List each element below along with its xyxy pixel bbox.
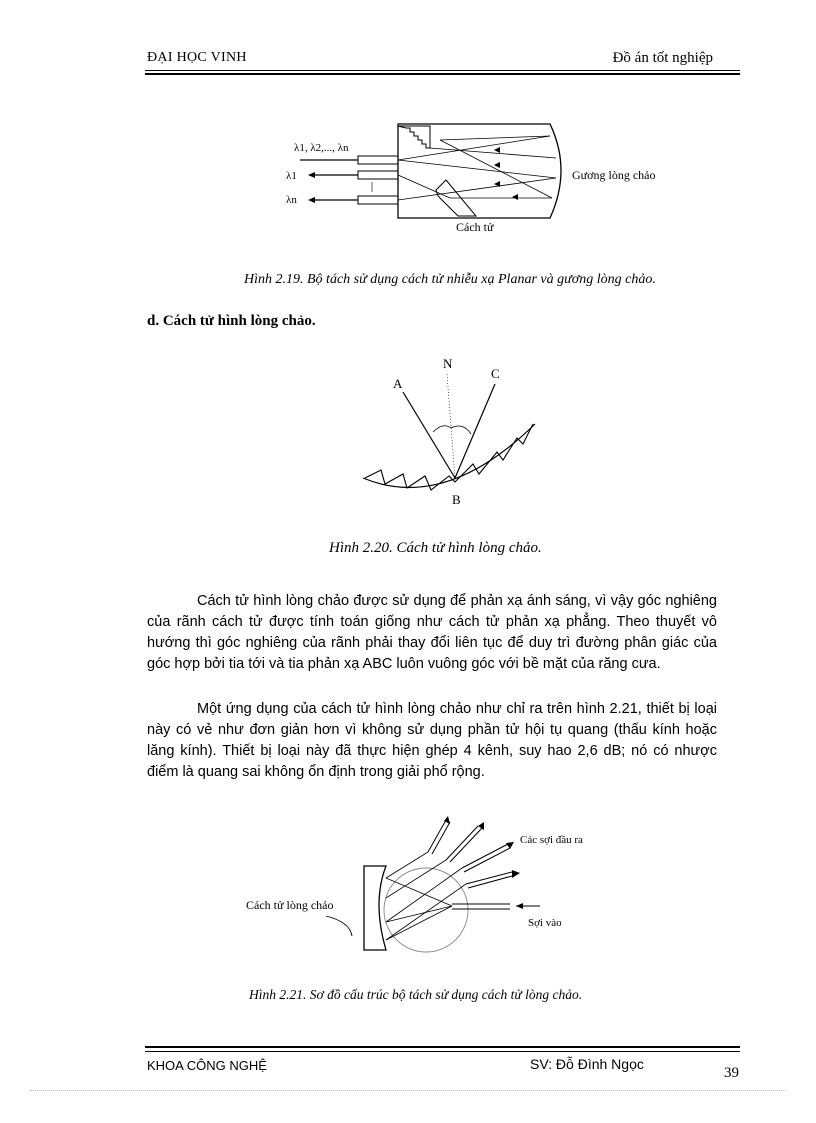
- page-bottom-edge: [30, 1090, 786, 1091]
- fig220-label-c: C: [491, 366, 500, 381]
- fig221-label-outputs: Các sợi đầu ra: [520, 834, 583, 846]
- fig219-label-lambdas: λ1, λ2,..., λn: [294, 142, 349, 154]
- fig220-label-a: A: [393, 376, 403, 391]
- fig220-ray-c: [455, 384, 495, 478]
- header-rule-thick: [145, 73, 740, 75]
- footer-faculty: KHOA CÔNG NGHỆ: [147, 1058, 267, 1073]
- fig221-label-input: Sợi vào: [528, 917, 562, 929]
- fig220-serrations: [365, 424, 533, 490]
- fig221-output-fibers: [428, 820, 512, 888]
- figure-2-19-diagram: [280, 118, 680, 238]
- figure-2-21-diagram: [240, 812, 620, 962]
- footer-rule: [145, 1051, 740, 1052]
- footer-rule-thick: [145, 1046, 740, 1048]
- header-title: Đồ án tốt nghiệp: [612, 50, 713, 66]
- fig219-label-lambda1: λ1: [286, 170, 297, 182]
- paragraph-2: Một ứng dụng của cách tử hình lòng chảo như chỉ ra trên hình 2.21, thiết bị loại này có vẻ như đơn giản hơn vì không sử dụng phần tử hội tụ quang (thấu kính hoặc lăng kính). Thiết bị loại này đã thực hiện ghép 4 kênh, suy hao 2,6 dB; nó có nhược điểm là quang sai không ổn định trong giải phổ rộng.: [147, 701, 717, 780]
- figure-2-20-diagram: [355, 352, 555, 512]
- fig221-rays: [386, 852, 466, 940]
- paragraph-1: Cách tử hình lòng chảo được sử dụng để phản xạ ánh sáng, vì vậy góc nghiêng của rãnh cách tử được tính toán giống như cách tử phản xạ phẳng. Theo thuyết vô hướng thì góc nghiêng của rãnh phải thay đổi liên tục để duy trì đường phân giác của góc hợp bởi tia tới và tia phản xạ ABC luôn vuông góc với bề mặt của răng cưa.: [147, 593, 717, 672]
- header-rule: [145, 70, 740, 71]
- footer-student: SV: Đỗ Đình Ngọc: [530, 1056, 644, 1072]
- fig220-label-n: N: [443, 356, 453, 371]
- section-heading: d. Cách tử hình lòng chảo.: [147, 313, 316, 329]
- fig220-label-b: B: [452, 492, 461, 507]
- fig219-label-lambdan: λn: [286, 194, 297, 206]
- page-number: 39: [724, 1065, 739, 1081]
- fig219-label-grating: Cách tử: [456, 220, 494, 234]
- fig219-grating-top: [398, 126, 430, 148]
- figure-2-20-caption: Hình 2.20. Cách tử hình lòng chảo.: [329, 540, 542, 556]
- fig219-rays: [398, 136, 556, 200]
- fig221-rowland-circle: [384, 868, 468, 952]
- fig220-ray-a: [403, 392, 455, 478]
- figure-2-19-caption: Hình 2.19. Bộ tách sử dụng cách tử nhiễu xạ Planar và gương lòng chảo.: [244, 272, 656, 287]
- fig221-label-grating: Cách tử lòng chảo: [246, 898, 334, 912]
- header-university: ĐẠI HỌC VINH: [147, 50, 247, 65]
- figure-2-21-caption: Hình 2.21. Sơ đồ cấu trúc bộ tách sử dụng cách tử lòng chảo.: [249, 987, 583, 1002]
- fig219-label-mirror: Gương lòng chảo: [572, 168, 656, 182]
- fig220-arc: [363, 424, 535, 487]
- fig219-input-fiber: [358, 156, 398, 164]
- fig221-grating: [364, 866, 386, 950]
